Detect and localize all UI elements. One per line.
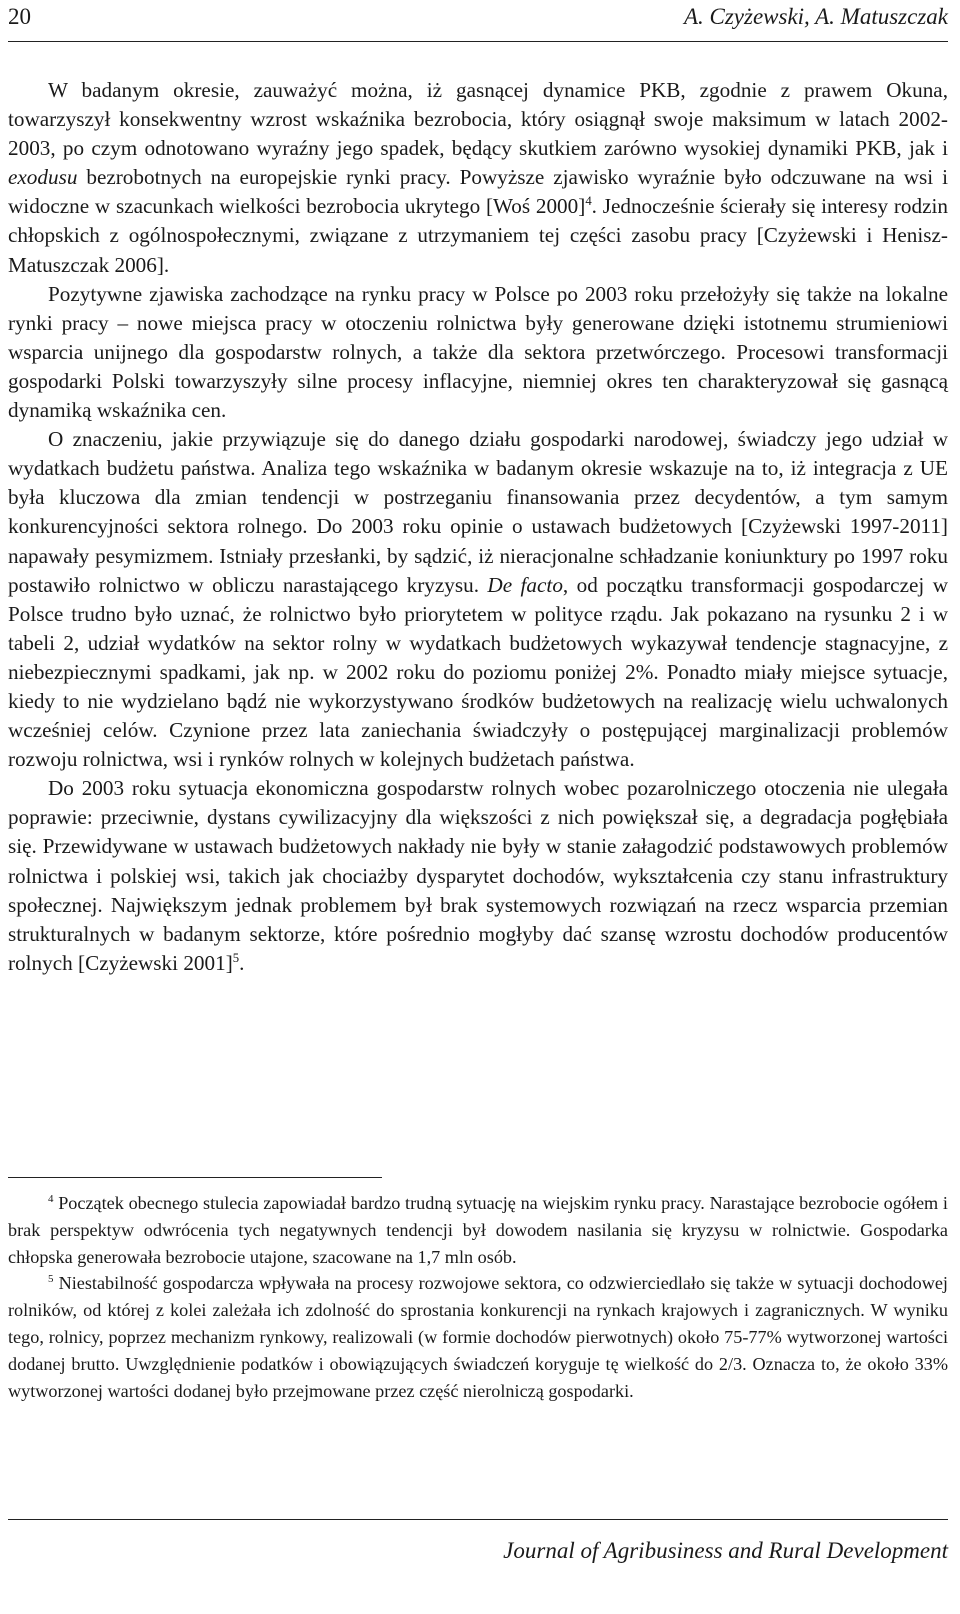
footnote-separator [8,1177,382,1178]
page-header [8,0,948,42]
body-paragraph [8,280,948,425]
body-text [8,76,948,978]
footnote [8,1270,948,1404]
text-segment: Początek obecnego stulecia zapowiadał bardzo trudną sytuację na wiejskim rynku pracy. Narastające bezrobocie ogółem i brak perspektyw odwrócenia tych negatywnych tendencji był dowodem nasilania się kryzysu w rolnictwie. Gospodarka chłopska generowała bezrobocie utajone, szacowane na 1,7 mln osób. [8,1193,948,1267]
italic-term: De facto [487,572,563,597]
text-segment: bezrobotnych na europejskie rynki pracy. Powyższe zjawisko wyraźnie było odczuwane na wsi i widoczne w szacunkach wielkości bezrobocia ukrytego [Woś 2000] [8,165,948,219]
text-segment: , od początku transformacji gospodarczej w Polsce trudno było uznać, że rolnictwo było priorytetem w polityce rządu. Jak pokazano na rysunku 2 i w tabeli 2, udział wydatków na sektor rolny w wydatkach budżetowych wykazywał tendencje stagnacyjne, z niebezpiecznymi spadkami, jak np. w 2002 roku do poziomu poniżej 2%. Ponadto miały miejsce sytuacje, kiedy to nie wydzielano bądź nie wykorzystywano środków budżetowych na realizację wielu uchwalonych wcześniej celów. Czynione przez lata zaniechania świadczyły o postępującej marginalizacji problemów rozwoju rolnictwa, wsi i rynków rolnych w kolejnych budżetach państwa. [8,572,948,772]
italic-term: exodusu [8,165,78,190]
text-segment: W badanym okresie, zauważyć można, iż gasnącej dynamice PKB, zgodnie z prawem Okuna, towarzyszył konsekwentny wzrost wskaźnika bezrobocia, który osiągnął swoje maksimum w latach 2002-2003, po czym odnotowano wyraźny jego spadek, będący skutkiem zarówno wysokiej dynamiki PKB, jak i [8,78,948,161]
body-paragraph [8,425,948,774]
text-segment: Niestabilność gospodarcza wpływała na procesy rozwojowe sektora, co odzwierciedlało się także w sytuacji dochodowej rolników, od której z kolei zależała ich zdolność do sprostania konkurencji na rynkach krajowych i zagranicznych. W wyniku tego, rolnicy, poprzez mechanizm rynkowy, realizowali (w formie dochodów pierwotnych) około 75-77% wytworzonej wartości dodanej brutto. Uwzględnienie podatków i obowiązujących świadczeń koryguje tę wielkość do 2/3. Oznacza to, że około 33% wytworzonej wartości dodanej było przejmowane przez część nierolniczą gospodarki. [8,1273,948,1401]
page-footer [8,1519,948,1614]
journal-name: Journal of Agribusiness and Rural Development [503,1538,948,1563]
text-segment: Do 2003 roku sytuacja ekonomiczna gospodarstw rolnych wobec pozarolniczego otoczenia nie ulegała poprawie: przeciwnie, dystans cywilizacyjny dla większości z nich powiększał się, a degradacja pogłębiała się. Przewidywane w ustawach budżetowych nakłady nie były w stanie załagodzić podstawowych problemów rolnictwa i polskiej wsi, takich jak chociażby dysparytet dochodów, wykształcenia czy stanu infrastruktury społecznej. Największym jednak problemem był brak systemowych rozwiązań na rzecz wsparcia przemian strukturalnych w badanym sektorze, które pośrednio mogłyby dać szansę wzrostu dochodów producentów rolnych [Czyżewski 2001] [8,776,948,975]
footnote-reference: 5 [48,1273,54,1286]
footnotes [8,1190,948,1404]
text-segment: . [239,950,245,975]
footnote-reference: 5 [232,950,240,965]
text-segment: Pozytywne zjawiska zachodzące na rynku pracy w Polsce po 2003 roku przełożyły się także na lokalne rynki pracy – nowe miejsca pracy w otoczeniu rolnictwa były generowane dzięki istotnemu strumieniowi wsparcia unijnego dla gospodarstw rolnych, a także dla sektora przetwórczego. Procesowi transformacji gospodarki Polski towarzyszyły silne procesy inflacyjne, niemniej okres ten charakteryzował się gasnącą dynamiką wskaźnika cen. [8,281,948,423]
page-number: 20 [8,4,31,29]
body-paragraph [8,76,948,280]
running-head-authors: A. Czyżewski, A. Matuszczak [683,4,948,29]
footnote-reference: 4 [585,194,592,209]
footnote [8,1190,948,1270]
text-segment: . Jednocześnie ścierały się interesy rodzin chłopskich z ogólnospołecznymi, związane z utrzymaniem tej części zasobu pracy [Czyżewski i Henisz-Matuszczak 2006]. [8,194,948,277]
body-paragraph [8,774,948,978]
footnote-reference: 4 [48,1192,54,1205]
text-segment: O znaczeniu, jakie przywiązuje się do danego działu gospodarki narodowej, świadczy jego udział w wydatkach budżetu państwa. Analiza tego wskaźnika w badanym okresie wskazuje na to, iż integracja z UE była kluczowa dla zmian tendencji w postrzeganiu finansowania przez decydentów, a tym samym konkurencyjności sektora rolnego. Do 2003 roku opinie o ustawach budżetowych [Czyżewski 1997-2011] napawały pesymizmem. Istniały przesłanki, by sądzić, iż nieracjonalne schładzanie koniunktury po 1997 roku postawiło rolnictwo w obliczu narastającego kryzysu. [8,427,948,597]
